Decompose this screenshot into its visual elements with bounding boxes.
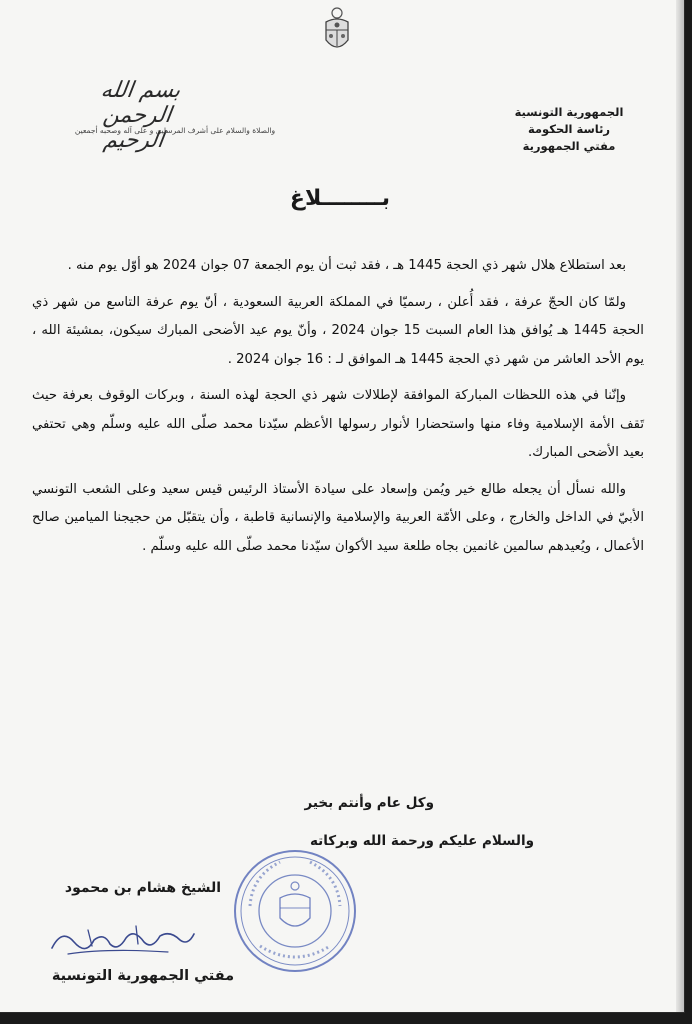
closing-greeting: وكل عام وأنتم بخير	[304, 795, 434, 811]
letterhead-presidency: رئاسة الحكومة	[527, 122, 611, 136]
tunisia-emblem-icon	[320, 6, 354, 58]
official-stamp-icon	[230, 846, 360, 976]
letterhead-republic: الجمهورية التونسية	[514, 105, 624, 119]
closing-salam: والسلام عليكم ورحمة الله وبركاته	[309, 833, 534, 849]
signatory-name: الشيخ هشام بن محمود	[64, 880, 222, 896]
letterhead	[494, 104, 644, 155]
paragraph: بعد استطلاع هلال شهر ذي الحجة 1445 هـ ، فقد ثبت أن يوم الجمعة 07 جوان 2024 هو أوّل يوم منه .	[67, 258, 626, 273]
document-title: بــــــــلاغ	[289, 186, 391, 211]
basmala: بسم الله الرحمن الرحيم	[99, 78, 183, 153]
signatory-title: مفتي الجمهورية التونسية	[51, 968, 235, 984]
page-edge	[676, 0, 684, 1012]
paragraph: ولمّا كان الحجّ عرفة ، فقد أُعلن ، رسميّا في المملكة العربية السعودية ، أنّ يوم عرفة التاسع من شهر ذي الحجة 1445 هـ يُوافق هذا العام السبت 15 جوان 2024 ، وأنّ يوم عيد الأضحى المبارك سيكون، بمشيئة الله ، يوم الأحد العاشر من شهر ذي الحجة 1445 هـ الموافق لـ : 16 جوان 2024 .	[32, 294, 644, 367]
handwritten-signature	[48, 918, 198, 960]
salat-line: والصلاة والسلام على أشرف المرسلين و على آله وصحبه أجمعين	[74, 126, 276, 135]
paragraph: والله نسأل أن يجعله طالع خير ويُمن وإسعاد على سيادة الأستاذ الرئيس قيس سعيد وعلى الشعب التونسي الأبيّ في الداخل والخارج ، وعلى الأمّة العربية والإسلامية والإنسانية قاطبة ، وأن يتقبّل من حجيجنا الميامين صالح الأعمال ، ويُعيدهم سالمين غانمين بجاه طلعة سيد الأكوان سيّدنا محمد صلّى الله عليه وسلّم .	[32, 481, 644, 554]
paragraph: وإنّنا في هذه اللحظات المباركة الموافقة لإطلالات شهر ذي الحجة لهذه السنة ، وبركات الوقوف بعرفة حيث تَقف الأمة الإسلامية وفاء منها واستحضارا لأنوار رسولها الأعظم سيّدنا محمد صلّى الله عليه وسلّم وهي تحتفي بعيد الأضحى المبارك.	[32, 388, 644, 460]
letterhead-office: مفتي الجمهورية	[522, 139, 616, 153]
document-body	[32, 252, 644, 569]
